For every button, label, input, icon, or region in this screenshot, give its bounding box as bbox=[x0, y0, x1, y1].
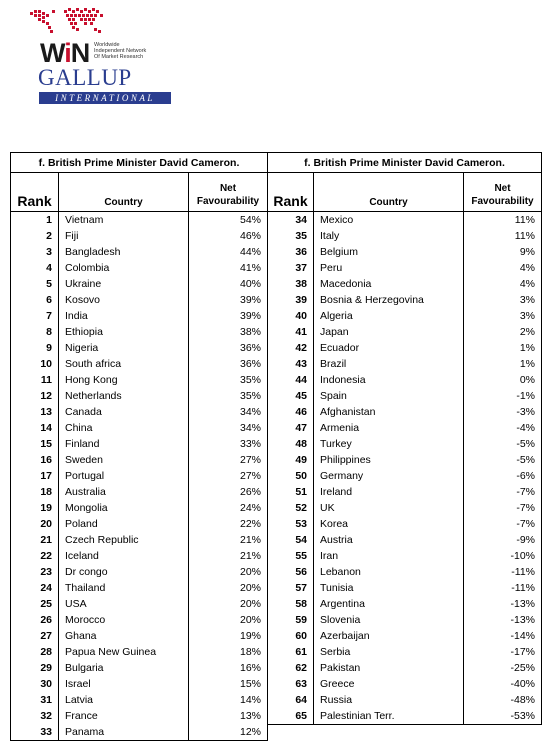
country-cell: India bbox=[59, 308, 189, 324]
table-row bbox=[268, 324, 542, 340]
favourability-cell: 33% bbox=[189, 436, 268, 452]
table-row bbox=[268, 532, 542, 548]
rank-cell: 31 bbox=[11, 692, 59, 708]
favourability-cell: 1% bbox=[464, 340, 542, 356]
world-map-dots-icon bbox=[20, 6, 120, 40]
favourability-cell: 44% bbox=[189, 244, 268, 260]
favourability-cell: 4% bbox=[464, 260, 542, 276]
table-row bbox=[11, 500, 268, 516]
table-title: f. British Prime Minister David Cameron. bbox=[11, 153, 268, 173]
table-row bbox=[268, 628, 542, 644]
table-row bbox=[11, 260, 268, 276]
table-row bbox=[11, 228, 268, 244]
rank-cell: 26 bbox=[11, 612, 59, 628]
favourability-header-line2: Favourability bbox=[471, 196, 534, 207]
country-cell: Japan bbox=[314, 324, 464, 340]
favourability-cell: 20% bbox=[189, 580, 268, 596]
rank-cell: 15 bbox=[11, 436, 59, 452]
table-row bbox=[268, 692, 542, 708]
country-cell: Austria bbox=[314, 532, 464, 548]
table-row bbox=[268, 676, 542, 692]
favourability-cell: -4% bbox=[464, 420, 542, 436]
country-header: Country bbox=[314, 173, 464, 212]
favourability-cell: 4% bbox=[464, 276, 542, 292]
favourability-cell: 36% bbox=[189, 340, 268, 356]
rank-cell: 58 bbox=[268, 596, 314, 612]
favourability-cell: -13% bbox=[464, 596, 542, 612]
table-row bbox=[268, 388, 542, 404]
country-cell: Belgium bbox=[314, 244, 464, 260]
favourability-cell: 34% bbox=[189, 420, 268, 436]
country-cell: Poland bbox=[59, 516, 189, 532]
favourability-cell: 36% bbox=[189, 356, 268, 372]
rank-cell: 63 bbox=[268, 676, 314, 692]
country-cell: Palestinian Terr. bbox=[314, 708, 464, 725]
table-header-row bbox=[268, 173, 542, 212]
table-title: f. British Prime Minister David Cameron. bbox=[268, 153, 542, 173]
country-cell: Mongolia bbox=[59, 500, 189, 516]
favourability-cell: -5% bbox=[464, 452, 542, 468]
favourability-cell: 22% bbox=[189, 516, 268, 532]
table-title-row bbox=[268, 153, 542, 173]
rank-cell: 3 bbox=[11, 244, 59, 260]
favourability-cell: 21% bbox=[189, 532, 268, 548]
rank-cell: 10 bbox=[11, 356, 59, 372]
country-cell: Australia bbox=[59, 484, 189, 500]
country-cell: Russia bbox=[314, 692, 464, 708]
rank-cell: 62 bbox=[268, 660, 314, 676]
favourability-cell: -9% bbox=[464, 532, 542, 548]
country-cell: Ecuador bbox=[314, 340, 464, 356]
favourability-cell: -11% bbox=[464, 564, 542, 580]
table-row bbox=[268, 228, 542, 244]
table-row bbox=[11, 516, 268, 532]
country-cell: Lebanon bbox=[314, 564, 464, 580]
tagline-line-2: Independent Network bbox=[94, 48, 147, 54]
country-cell: France bbox=[59, 708, 189, 724]
country-cell: Iceland bbox=[59, 548, 189, 564]
favourability-cell: -17% bbox=[464, 644, 542, 660]
favourability-cell: -10% bbox=[464, 548, 542, 564]
rank-cell: 18 bbox=[11, 484, 59, 500]
country-cell: Pakistan bbox=[314, 660, 464, 676]
country-cell: Peru bbox=[314, 260, 464, 276]
country-cell: Ethiopia bbox=[59, 324, 189, 340]
country-cell: Papua New Guinea bbox=[59, 644, 189, 660]
table-row bbox=[268, 308, 542, 324]
rank-cell: 7 bbox=[11, 308, 59, 324]
country-cell: Vietnam bbox=[59, 212, 189, 229]
favourability-cell: 14% bbox=[189, 692, 268, 708]
table-row bbox=[268, 596, 542, 612]
country-cell: Kosovo bbox=[59, 292, 189, 308]
rank-cell: 51 bbox=[268, 484, 314, 500]
rank-cell: 40 bbox=[268, 308, 314, 324]
table-row bbox=[268, 260, 542, 276]
rank-cell: 32 bbox=[11, 708, 59, 724]
rank-cell: 41 bbox=[268, 324, 314, 340]
favourability-cell: 1% bbox=[464, 356, 542, 372]
country-cell: Ukraine bbox=[59, 276, 189, 292]
favourability-cell: 15% bbox=[189, 676, 268, 692]
favourability-cell: -3% bbox=[464, 404, 542, 420]
rank-cell: 22 bbox=[11, 548, 59, 564]
table-header-row bbox=[11, 173, 268, 212]
table-row bbox=[268, 500, 542, 516]
country-cell: Germany bbox=[314, 468, 464, 484]
rank-cell: 42 bbox=[268, 340, 314, 356]
country-cell: USA bbox=[59, 596, 189, 612]
country-cell: Portugal bbox=[59, 468, 189, 484]
rank-cell: 28 bbox=[11, 644, 59, 660]
rank-cell: 50 bbox=[268, 468, 314, 484]
favourability-cell: 2% bbox=[464, 324, 542, 340]
rank-cell: 16 bbox=[11, 452, 59, 468]
country-cell: Korea bbox=[314, 516, 464, 532]
favourability-cell: 27% bbox=[189, 468, 268, 484]
gallup-wordmark: GALLUP bbox=[38, 65, 132, 90]
favourability-cell: 9% bbox=[464, 244, 542, 260]
rank-cell: 60 bbox=[268, 628, 314, 644]
country-cell: Philippines bbox=[314, 452, 464, 468]
favourability-header bbox=[464, 173, 542, 212]
country-cell: Fiji bbox=[59, 228, 189, 244]
table-row bbox=[268, 452, 542, 468]
table-row bbox=[11, 420, 268, 436]
country-cell: Morocco bbox=[59, 612, 189, 628]
table-row bbox=[11, 532, 268, 548]
favourability-cell: -53% bbox=[464, 708, 542, 725]
favourability-cell: 27% bbox=[189, 452, 268, 468]
favourability-header-line1: Net bbox=[494, 183, 511, 194]
ranking-table-right bbox=[267, 152, 542, 725]
favourability-cell: 20% bbox=[189, 612, 268, 628]
rank-cell: 2 bbox=[11, 228, 59, 244]
table-row bbox=[268, 244, 542, 260]
country-cell: Bangladesh bbox=[59, 244, 189, 260]
table-row bbox=[11, 244, 268, 260]
table-row bbox=[268, 484, 542, 500]
country-cell: Serbia bbox=[314, 644, 464, 660]
favourability-cell: 35% bbox=[189, 388, 268, 404]
rank-cell: 9 bbox=[11, 340, 59, 356]
country-cell: Czech Republic bbox=[59, 532, 189, 548]
country-cell: Ghana bbox=[59, 628, 189, 644]
table-row bbox=[268, 356, 542, 372]
favourability-cell: 3% bbox=[464, 292, 542, 308]
table-row bbox=[11, 676, 268, 692]
table-row bbox=[11, 580, 268, 596]
table-row bbox=[268, 708, 542, 725]
rank-cell: 11 bbox=[11, 372, 59, 388]
rank-cell: 20 bbox=[11, 516, 59, 532]
country-cell: Afghanistan bbox=[314, 404, 464, 420]
country-cell: Ireland bbox=[314, 484, 464, 500]
country-cell: South africa bbox=[59, 356, 189, 372]
favourability-cell: -7% bbox=[464, 516, 542, 532]
table-row bbox=[11, 356, 268, 372]
country-cell: Bosnia & Herzegovina bbox=[314, 292, 464, 308]
favourability-cell: 13% bbox=[189, 708, 268, 724]
favourability-cell: 11% bbox=[464, 228, 542, 244]
favourability-cell: 12% bbox=[189, 724, 268, 741]
favourability-cell: -7% bbox=[464, 484, 542, 500]
rank-cell: 23 bbox=[11, 564, 59, 580]
rank-cell: 44 bbox=[268, 372, 314, 388]
table-row bbox=[11, 484, 268, 500]
favourability-cell: 16% bbox=[189, 660, 268, 676]
rank-cell: 34 bbox=[268, 212, 314, 229]
table-row bbox=[268, 404, 542, 420]
table-row bbox=[11, 708, 268, 724]
country-cell: Algeria bbox=[314, 308, 464, 324]
favourability-header-line2: Favourability bbox=[196, 196, 260, 207]
table-row bbox=[11, 308, 268, 324]
country-cell: Spain bbox=[314, 388, 464, 404]
country-cell: Finland bbox=[59, 436, 189, 452]
favourability-cell: 41% bbox=[189, 260, 268, 276]
rank-cell: 65 bbox=[268, 708, 314, 725]
favourability-cell: -40% bbox=[464, 676, 542, 692]
table-row bbox=[11, 548, 268, 564]
table-row bbox=[268, 612, 542, 628]
table-row bbox=[268, 212, 542, 229]
rank-cell: 8 bbox=[11, 324, 59, 340]
favourability-cell: -13% bbox=[464, 612, 542, 628]
rank-header: Rank bbox=[11, 173, 59, 212]
favourability-cell: -1% bbox=[464, 388, 542, 404]
rank-cell: 54 bbox=[268, 532, 314, 548]
table-row bbox=[11, 276, 268, 292]
table-row bbox=[11, 692, 268, 708]
favourability-cell: 40% bbox=[189, 276, 268, 292]
rank-cell: 43 bbox=[268, 356, 314, 372]
country-cell: Panama bbox=[59, 724, 189, 741]
favourability-cell: 24% bbox=[189, 500, 268, 516]
rank-header: Rank bbox=[268, 173, 314, 212]
country-cell: Italy bbox=[314, 228, 464, 244]
table-row bbox=[11, 660, 268, 676]
table-row bbox=[11, 388, 268, 404]
rank-cell: 37 bbox=[268, 260, 314, 276]
rank-cell: 47 bbox=[268, 420, 314, 436]
rank-cell: 33 bbox=[11, 724, 59, 741]
table-row bbox=[268, 564, 542, 580]
country-cell: China bbox=[59, 420, 189, 436]
country-cell: Slovenia bbox=[314, 612, 464, 628]
country-cell: Argentina bbox=[314, 596, 464, 612]
tagline-line-1: Worldwide bbox=[94, 42, 120, 48]
favourability-cell: 34% bbox=[189, 404, 268, 420]
table-row bbox=[268, 420, 542, 436]
country-cell: Turkey bbox=[314, 436, 464, 452]
favourability-cell: 19% bbox=[189, 628, 268, 644]
favourability-cell: -6% bbox=[464, 468, 542, 484]
country-cell: Latvia bbox=[59, 692, 189, 708]
rank-cell: 39 bbox=[268, 292, 314, 308]
rank-cell: 24 bbox=[11, 580, 59, 596]
table-row bbox=[11, 372, 268, 388]
favourability-cell: 38% bbox=[189, 324, 268, 340]
country-cell: Iran bbox=[314, 548, 464, 564]
favourability-cell: -7% bbox=[464, 500, 542, 516]
favourability-cell: 46% bbox=[189, 228, 268, 244]
rank-cell: 45 bbox=[268, 388, 314, 404]
table-row bbox=[268, 468, 542, 484]
table-row bbox=[11, 212, 268, 229]
country-cell: Tunisia bbox=[314, 580, 464, 596]
country-header: Country bbox=[59, 173, 189, 212]
favourability-cell: 26% bbox=[189, 484, 268, 500]
win-gallup-logo bbox=[20, 6, 160, 102]
rank-cell: 49 bbox=[268, 452, 314, 468]
country-cell: Canada bbox=[59, 404, 189, 420]
rank-cell: 53 bbox=[268, 516, 314, 532]
rank-cell: 5 bbox=[11, 276, 59, 292]
tagline-line-3: Of Market Research bbox=[94, 54, 144, 60]
favourability-header-line1: Net bbox=[219, 183, 237, 194]
country-cell: Macedonia bbox=[314, 276, 464, 292]
country-cell: Bulgaria bbox=[59, 660, 189, 676]
rank-cell: 61 bbox=[268, 644, 314, 660]
rank-cell: 59 bbox=[268, 612, 314, 628]
favourability-cell: -14% bbox=[464, 628, 542, 644]
country-cell: Armenia bbox=[314, 420, 464, 436]
country-cell: Azerbaijan bbox=[314, 628, 464, 644]
ranking-table-left bbox=[10, 152, 268, 741]
table-row bbox=[11, 292, 268, 308]
rank-cell: 12 bbox=[11, 388, 59, 404]
rank-cell: 6 bbox=[11, 292, 59, 308]
rank-cell: 17 bbox=[11, 468, 59, 484]
table-row bbox=[268, 276, 542, 292]
win-wordmark: WiN bbox=[40, 38, 90, 68]
rank-cell: 19 bbox=[11, 500, 59, 516]
country-cell: Netherlands bbox=[59, 388, 189, 404]
country-cell: Israel bbox=[59, 676, 189, 692]
network-tagline bbox=[94, 42, 160, 60]
favourability-cell: 39% bbox=[189, 292, 268, 308]
country-cell: UK bbox=[314, 500, 464, 516]
rank-cell: 46 bbox=[268, 404, 314, 420]
table-row bbox=[268, 660, 542, 676]
rank-cell: 1 bbox=[11, 212, 59, 229]
country-cell: Dr congo bbox=[59, 564, 189, 580]
favourability-cell: 11% bbox=[464, 212, 542, 229]
table-row bbox=[11, 564, 268, 580]
favourability-cell: 20% bbox=[189, 564, 268, 580]
rank-cell: 29 bbox=[11, 660, 59, 676]
country-cell: Indonesia bbox=[314, 372, 464, 388]
rank-cell: 27 bbox=[11, 628, 59, 644]
rank-cell: 55 bbox=[268, 548, 314, 564]
rank-cell: 38 bbox=[268, 276, 314, 292]
table-row bbox=[268, 340, 542, 356]
country-cell: Greece bbox=[314, 676, 464, 692]
table-row bbox=[11, 452, 268, 468]
table-row bbox=[11, 628, 268, 644]
rank-cell: 56 bbox=[268, 564, 314, 580]
favourability-cell: 18% bbox=[189, 644, 268, 660]
country-cell: Colombia bbox=[59, 260, 189, 276]
rank-cell: 30 bbox=[11, 676, 59, 692]
table-row bbox=[11, 596, 268, 612]
favourability-cell: 20% bbox=[189, 596, 268, 612]
favourability-cell: 0% bbox=[464, 372, 542, 388]
rank-cell: 57 bbox=[268, 580, 314, 596]
favourability-cell: 21% bbox=[189, 548, 268, 564]
table-row bbox=[268, 516, 542, 532]
table-row bbox=[11, 612, 268, 628]
country-cell: Brazil bbox=[314, 356, 464, 372]
table-row bbox=[11, 436, 268, 452]
rank-cell: 14 bbox=[11, 420, 59, 436]
favourability-cell: 35% bbox=[189, 372, 268, 388]
table-row bbox=[11, 724, 268, 741]
country-cell: Thailand bbox=[59, 580, 189, 596]
favourability-cell: -5% bbox=[464, 436, 542, 452]
favourability-cell: 39% bbox=[189, 308, 268, 324]
country-cell: Sweden bbox=[59, 452, 189, 468]
rank-cell: 13 bbox=[11, 404, 59, 420]
rank-cell: 52 bbox=[268, 500, 314, 516]
country-cell: Nigeria bbox=[59, 340, 189, 356]
favourability-cell: 3% bbox=[464, 308, 542, 324]
international-banner: INTERNATIONAL bbox=[39, 92, 171, 104]
table-title-row bbox=[11, 153, 268, 173]
table-row bbox=[11, 644, 268, 660]
table-row bbox=[268, 436, 542, 452]
table-row bbox=[11, 468, 268, 484]
rank-cell: 35 bbox=[268, 228, 314, 244]
favourability-cell: 54% bbox=[189, 212, 268, 229]
favourability-cell: -25% bbox=[464, 660, 542, 676]
table-row bbox=[268, 292, 542, 308]
rank-cell: 21 bbox=[11, 532, 59, 548]
table-row bbox=[268, 372, 542, 388]
rank-cell: 48 bbox=[268, 436, 314, 452]
table-row bbox=[11, 404, 268, 420]
rank-cell: 64 bbox=[268, 692, 314, 708]
table-row bbox=[268, 580, 542, 596]
table-row bbox=[11, 324, 268, 340]
favourability-header bbox=[189, 173, 268, 212]
country-cell: Mexico bbox=[314, 212, 464, 229]
rank-cell: 36 bbox=[268, 244, 314, 260]
favourability-cell: -11% bbox=[464, 580, 542, 596]
rank-cell: 25 bbox=[11, 596, 59, 612]
table-row bbox=[11, 340, 268, 356]
favourability-cell: -48% bbox=[464, 692, 542, 708]
country-cell: Hong Kong bbox=[59, 372, 189, 388]
table-row bbox=[268, 548, 542, 564]
table-row bbox=[268, 644, 542, 660]
rank-cell: 4 bbox=[11, 260, 59, 276]
